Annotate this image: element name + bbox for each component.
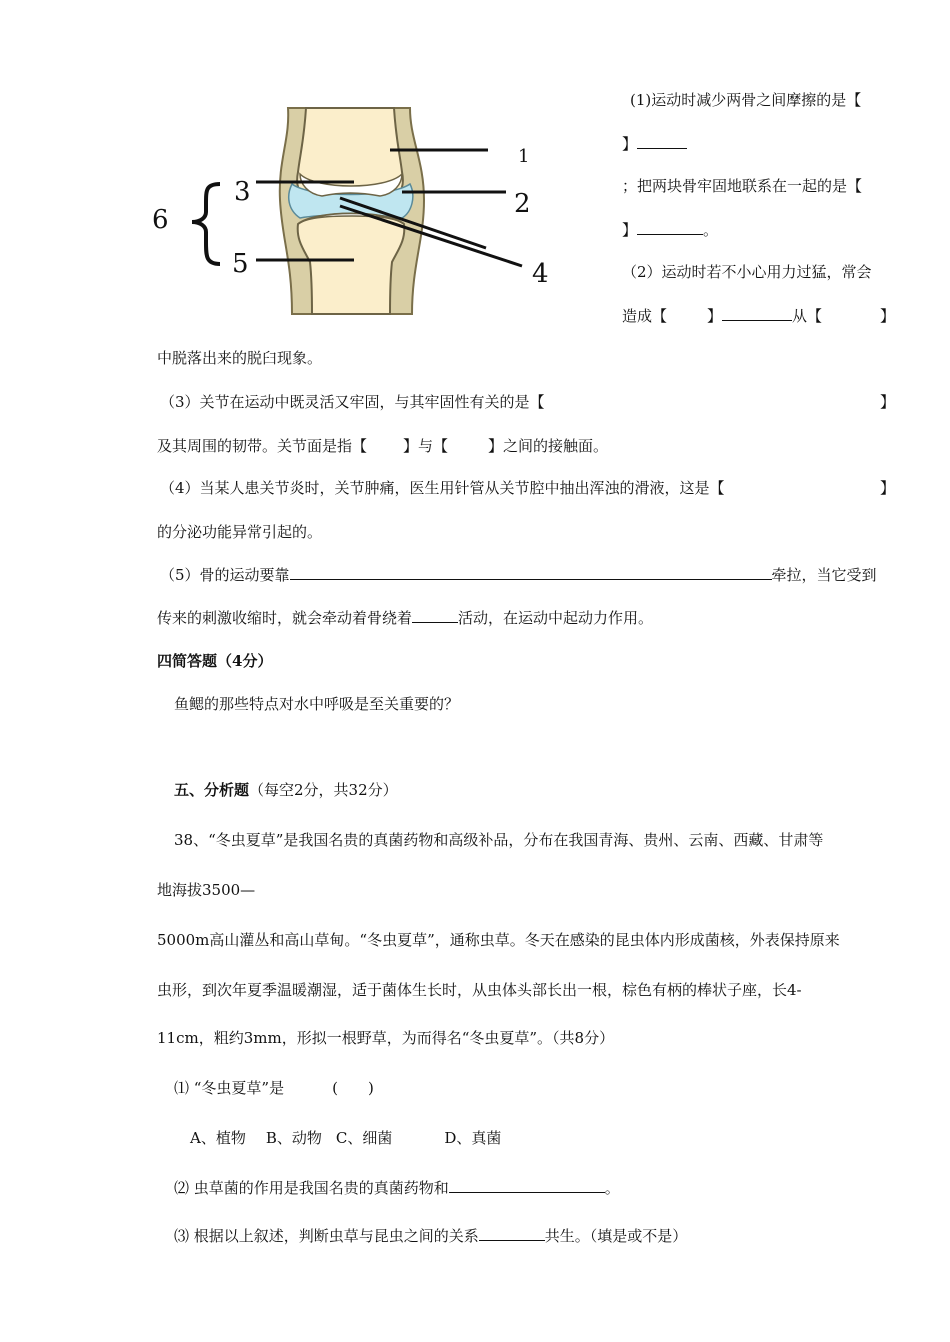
q1-line3: ；把两块骨牢固地联系在一起的是【 xyxy=(622,177,863,195)
section5-p4: 虫形，到次年夏季温暖潮湿，适于菌体生长时，从虫体头部长出一根，棕色有柄的棒状子座，长4- xyxy=(157,981,802,999)
q1-line1: (1)运动时减少两骨之间摩擦的是【 xyxy=(630,91,862,109)
section5-q1-text: ⑴ “冬虫夏草”是 xyxy=(174,1079,285,1097)
q2-blank xyxy=(722,306,792,321)
q2-d: 】 xyxy=(880,307,896,325)
q4-line1: （4）当某人患关节炎时，关节肿痛，医生用针管从关节腔中抽出浑浊的滑液，这是【 xyxy=(160,479,725,497)
section5-q2 xyxy=(174,1178,620,1198)
q5-line1 xyxy=(160,565,877,585)
q1-line2 xyxy=(622,134,687,154)
q5-c: 传来的刺激收缩时，就会牵动着骨绕着 xyxy=(157,609,413,627)
section5-p3: 5000m高山灌丛和高山草甸。“冬虫夏草”，通称虫草。冬天在感染的昆虫体内形成菌核，外表保持原来 xyxy=(157,931,840,949)
option-b: B、动物 xyxy=(265,1129,322,1147)
q3-c: 】之间的接触面。 xyxy=(488,437,609,455)
q5-blank-1 xyxy=(290,565,772,580)
section5-q3-text: ⑶ 根据以上叙述，判断虫草与昆虫之间的关系 xyxy=(174,1227,479,1245)
option-d: D、真菌 xyxy=(444,1129,502,1147)
section4-question: 鱼鳃的那些特点对水中呼吸是至关重要的？ xyxy=(174,695,460,713)
q2-c: 从【 xyxy=(792,307,823,325)
section5-p5: 11cm，粗约3mm，形拟一根野草，为而得名“冬虫夏草”。（共8分） xyxy=(157,1029,615,1047)
q3-line2 xyxy=(157,436,608,456)
section4-title: 四简答题（4分） xyxy=(157,652,273,670)
lower-bone xyxy=(298,214,405,315)
q2-b: 】 xyxy=(707,307,723,325)
q5-line2 xyxy=(157,608,653,628)
section5-q3 xyxy=(174,1226,687,1246)
q1-line4 xyxy=(622,220,718,240)
brace xyxy=(192,184,220,264)
section5-title-bold: 五、分析题 xyxy=(174,781,250,799)
q1-bracket-close-2: 】 xyxy=(622,221,638,239)
section5-title-rest: （每空2分，共32分） xyxy=(249,781,398,799)
q5-d: 活动，在运动中起动力作用。 xyxy=(458,609,654,627)
section5-q2-text: ⑵ 虫草菌的作用是我国名贵的真菌药物和 xyxy=(174,1179,449,1197)
option-c: C、细菌 xyxy=(335,1129,393,1147)
section5-q3-blank xyxy=(479,1226,545,1241)
section5-q1 xyxy=(174,1078,374,1098)
q2-line1: （2）运动时若不小心用力过猛，常会 xyxy=(622,263,872,281)
q3-line1-end: 】 xyxy=(880,393,896,411)
section5-q3-end: 共生。（填是或不是） xyxy=(544,1227,688,1245)
q3-line1: （3）关节在运动中既灵活又牢固，与其牢固性有关的是【 xyxy=(160,393,545,411)
label-6: 6 xyxy=(152,205,169,235)
q3-b: 】与【 xyxy=(403,437,449,455)
label-2: 2 xyxy=(514,189,531,219)
section5-p1: 38、“冬虫夏草”是我国名贵的真菌药物和高级补品，分布在我国青海、贵州、云南、西藏、甘肃等 xyxy=(174,831,824,849)
label-3: 3 xyxy=(234,177,251,207)
q5-a: （5）骨的运动要靠 xyxy=(160,566,290,584)
q2-line3: 中脱落出来的脱臼现象。 xyxy=(157,349,323,367)
label-1: 1 xyxy=(518,146,530,167)
label-5: 5 xyxy=(232,249,249,279)
q3-a: 及其周围的韧带。关节面是指【 xyxy=(157,437,368,455)
section5-options xyxy=(190,1128,501,1148)
knee-joint-diagram xyxy=(140,100,560,320)
q5-b: 牵拉，当它受到 xyxy=(771,566,877,584)
q1-blank-2 xyxy=(637,220,703,235)
q4-line2: 的分泌功能异常引起的。 xyxy=(157,523,323,541)
q1-bracket-close: 】 xyxy=(622,135,638,153)
q2-line2 xyxy=(622,306,895,326)
option-a: A、植物 xyxy=(190,1129,246,1147)
q1-blank-1 xyxy=(637,134,687,149)
q2-a: 造成【 xyxy=(622,307,668,325)
label-4: 4 xyxy=(532,259,549,289)
q5-blank-2 xyxy=(412,608,458,623)
section5-q1-paren: ( ) xyxy=(332,1079,374,1097)
section5-q2-blank xyxy=(449,1178,605,1193)
section5-p2: 地海拔3500— xyxy=(157,881,256,899)
q4-line1-end: 】 xyxy=(880,479,896,497)
section5-q2-end: 。 xyxy=(604,1179,620,1197)
section5-title xyxy=(174,780,398,800)
q1-end: 。 xyxy=(703,221,719,239)
